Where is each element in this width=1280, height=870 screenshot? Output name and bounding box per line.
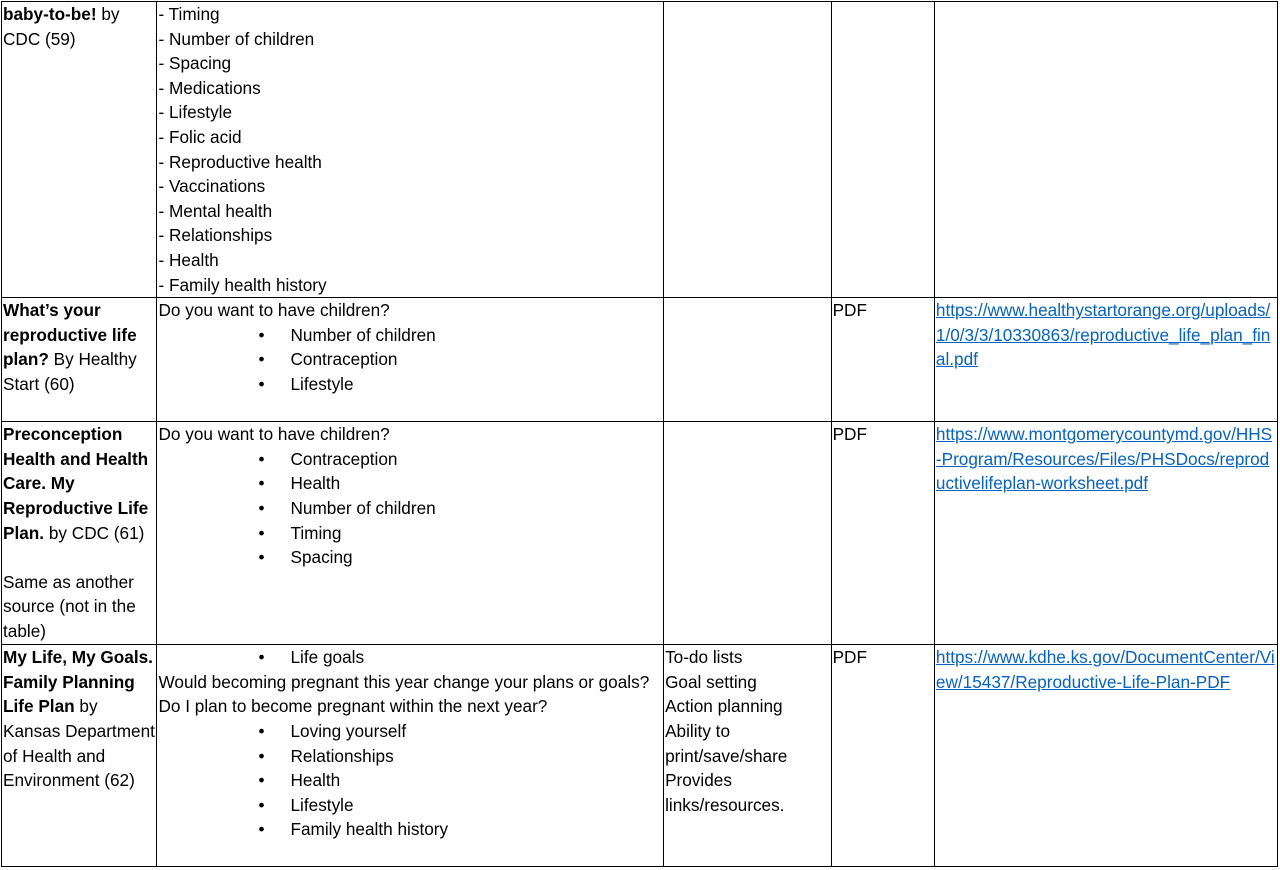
topic-question: Do you want to have children? [158, 424, 390, 445]
topics-cell [157, 298, 664, 422]
list-item-label: Lifestyle [290, 373, 354, 394]
list-item [158, 447, 663, 472]
format-label: PDF [832, 424, 867, 445]
resource-title-cell [2, 298, 157, 422]
topics-cell [157, 422, 664, 645]
topic-question: Do you want to have children? [158, 300, 390, 321]
url-cell [934, 422, 1277, 645]
topic-item: - Number of children [158, 28, 315, 49]
list-item [158, 347, 663, 372]
topic-item: - Lifestyle [158, 102, 233, 123]
bullet-icon: • [258, 373, 265, 394]
list-item [158, 719, 663, 744]
resource-title-cell [2, 645, 157, 867]
topic-item: - Vaccinations [158, 176, 266, 197]
topic-item: - Timing [158, 4, 220, 24]
resource-note: Same as another source (not in the table) [3, 571, 136, 641]
features-cell [664, 645, 832, 867]
topic-item: - Folic acid [158, 126, 242, 147]
list-item-label: Health [290, 473, 341, 494]
list-item [158, 817, 663, 842]
features-cell [664, 422, 832, 645]
resource-link[interactable]: https://www.healthystartorange.org/uploads/1/0/3/3/10330863/reproductive_life_plan_final.pdf [935, 300, 1271, 370]
table-row [2, 298, 1278, 422]
bullet-icon: • [258, 473, 265, 494]
list-item-label: Timing [290, 522, 342, 543]
feature-item: Provides links/resources. [665, 770, 785, 815]
bullet-icon: • [258, 448, 265, 469]
table-row [2, 645, 1278, 867]
features-cell [664, 2, 832, 298]
url-cell [934, 2, 1277, 298]
topic-item: - Health [158, 249, 219, 270]
table-row [2, 2, 1278, 298]
topic-item: - Medications [158, 77, 261, 98]
bullet-icon: • [258, 647, 265, 668]
topic-question: Would becoming pregnant this year change your plans or goals? [158, 671, 650, 692]
bullet-icon: • [258, 794, 265, 815]
bullet-icon: • [258, 522, 265, 543]
features-cell [664, 298, 832, 422]
list-item [158, 744, 663, 769]
format-cell [831, 298, 934, 422]
topics-cell [157, 2, 664, 298]
resource-title: baby-to-be! [3, 4, 97, 24]
feature-item: Goal setting [665, 671, 757, 692]
feature-item: Action planning [665, 696, 783, 717]
format-label: PDF [832, 647, 867, 668]
list-item [158, 521, 663, 546]
list-item-label: Lifestyle [290, 794, 354, 815]
feature-item: To-do lists [665, 647, 743, 668]
resource-title: What’s your reproductive life plan? [3, 300, 137, 370]
topic-item: - Mental health [158, 200, 273, 221]
resource-title: Preconception Health and Health Care. My Reproductive Life Plan. [3, 424, 149, 543]
url-cell [934, 645, 1277, 867]
list-item [158, 471, 663, 496]
topic-item: - Spacing [158, 53, 232, 74]
list-item [158, 372, 663, 397]
table-row [2, 422, 1278, 645]
list-item-label: Health [290, 770, 341, 791]
list-item-label: Number of children [290, 497, 436, 518]
bullet-icon: • [258, 819, 265, 840]
format-label: PDF [832, 300, 867, 321]
bullet-icon: • [258, 547, 265, 568]
url-cell [934, 298, 1277, 422]
format-cell [831, 645, 934, 867]
list-item-label: Contraception [290, 448, 398, 469]
resource-title-cell [2, 2, 157, 298]
list-item-label: Loving yourself [290, 720, 407, 741]
resource-link[interactable]: https://www.montgomerycountymd.gov/HHS-Program/Resources/Files/PHSDocs/reproductivelifeplan-worksheet.pdf [935, 424, 1273, 494]
bullet-icon: • [258, 349, 265, 370]
list-item [158, 545, 663, 570]
topic-item: - Reproductive health [158, 151, 322, 172]
list-item [158, 768, 663, 793]
list-item [158, 323, 663, 348]
topic-question: Do I plan to become pregnant within the next year? [158, 696, 548, 717]
resource-link[interactable]: https://www.kdhe.ks.gov/DocumentCenter/View/15437/Reproductive-Life-Plan-PDF [935, 647, 1275, 692]
list-item-label: Relationships [290, 745, 394, 766]
bullet-icon: • [258, 770, 265, 791]
resource-source: by CDC (61) [44, 522, 145, 543]
topic-item: - Family health history [158, 274, 327, 295]
resource-title-cell [2, 422, 157, 645]
topic-item: - Relationships [158, 225, 273, 246]
bullet-icon: • [258, 324, 265, 345]
topics-cell [157, 645, 664, 867]
resource-source: by Kansas Department of Health and Environment (62) [3, 696, 155, 791]
list-item [158, 645, 663, 670]
bullet-icon: • [258, 745, 265, 766]
list-item-label: Family health history [290, 819, 449, 840]
list-item [158, 496, 663, 521]
bullet-icon: • [258, 720, 265, 741]
resource-source: By Healthy Start (60) [3, 349, 137, 394]
format-cell [831, 2, 934, 298]
list-item-label: Life goals [290, 647, 365, 668]
list-item [158, 793, 663, 818]
resource-source: by CDC (59) [3, 4, 120, 49]
list-item-label: Spacing [290, 547, 353, 568]
resource-table [1, 1, 1278, 867]
format-cell [831, 422, 934, 645]
feature-item: Ability to print/save/share [665, 720, 788, 766]
list-item-label: Contraception [290, 349, 398, 370]
bullet-icon: • [258, 497, 265, 518]
list-item-label: Number of children [290, 324, 436, 345]
resource-title: My Life, My Goals. Family Planning Life Plan [3, 647, 153, 717]
